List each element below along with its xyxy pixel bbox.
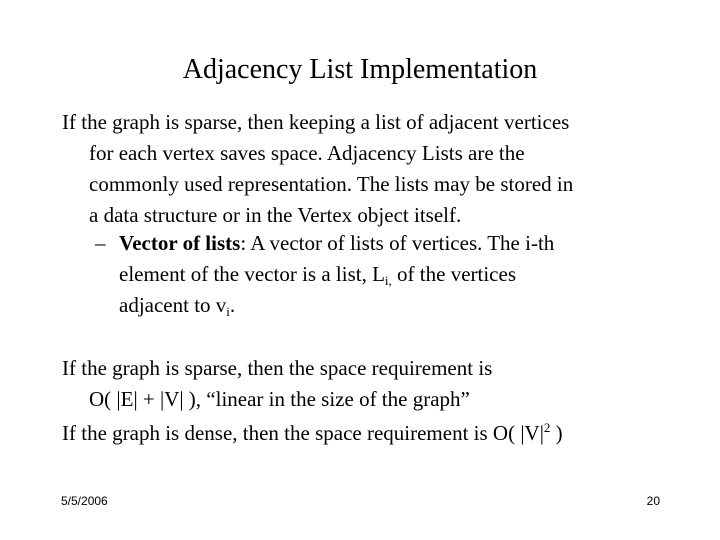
intro-paragraph bbox=[62, 107, 573, 231]
bullet-text: : A vector of lists of vertices. The i-th bbox=[240, 231, 555, 255]
sparse-line: O( |E| + |V| ), “linear in the size of the graph” bbox=[89, 387, 470, 411]
subscript: i bbox=[226, 304, 230, 319]
intro-line: a data structure or in the Vertex object itself. bbox=[89, 203, 462, 227]
vector-of-lists-bullet bbox=[95, 228, 554, 321]
footer-date: 5/5/2006 bbox=[61, 494, 108, 508]
bullet-line bbox=[95, 228, 554, 259]
sparse-line: If the graph is sparse, then the space requirement is bbox=[62, 356, 493, 380]
page-number: 20 bbox=[646, 494, 660, 508]
intro-line: for each vertex saves space. Adjacency Lists are the bbox=[89, 141, 525, 165]
dash-bullet: – bbox=[95, 231, 106, 255]
bullet-text: . bbox=[229, 293, 236, 317]
bullet-line bbox=[95, 259, 554, 290]
dense-paragraph bbox=[62, 418, 563, 449]
bullet-text: adjacent to v bbox=[119, 293, 227, 317]
bullet-line bbox=[95, 290, 554, 321]
intro-line: commonly used representation. The lists may be stored in bbox=[89, 172, 574, 196]
subscript: i, bbox=[384, 273, 392, 288]
dense-line bbox=[62, 418, 563, 449]
intro-line: If the graph is sparse, then keeping a list of adjacent vertices bbox=[62, 110, 570, 134]
bullet-text: of the vertices bbox=[397, 262, 516, 286]
superscript: 2 bbox=[543, 420, 551, 435]
bullet-term: Vector of lists bbox=[119, 231, 241, 255]
slide-title: Adjacency List Implementation bbox=[182, 54, 538, 85]
dense-text: If the graph is dense, then the space requirement is O( |V| bbox=[62, 421, 544, 445]
dense-text: ) bbox=[550, 421, 563, 445]
sparse-paragraph bbox=[62, 353, 492, 415]
bullet-text: element of the vector is a list, L bbox=[119, 262, 385, 286]
